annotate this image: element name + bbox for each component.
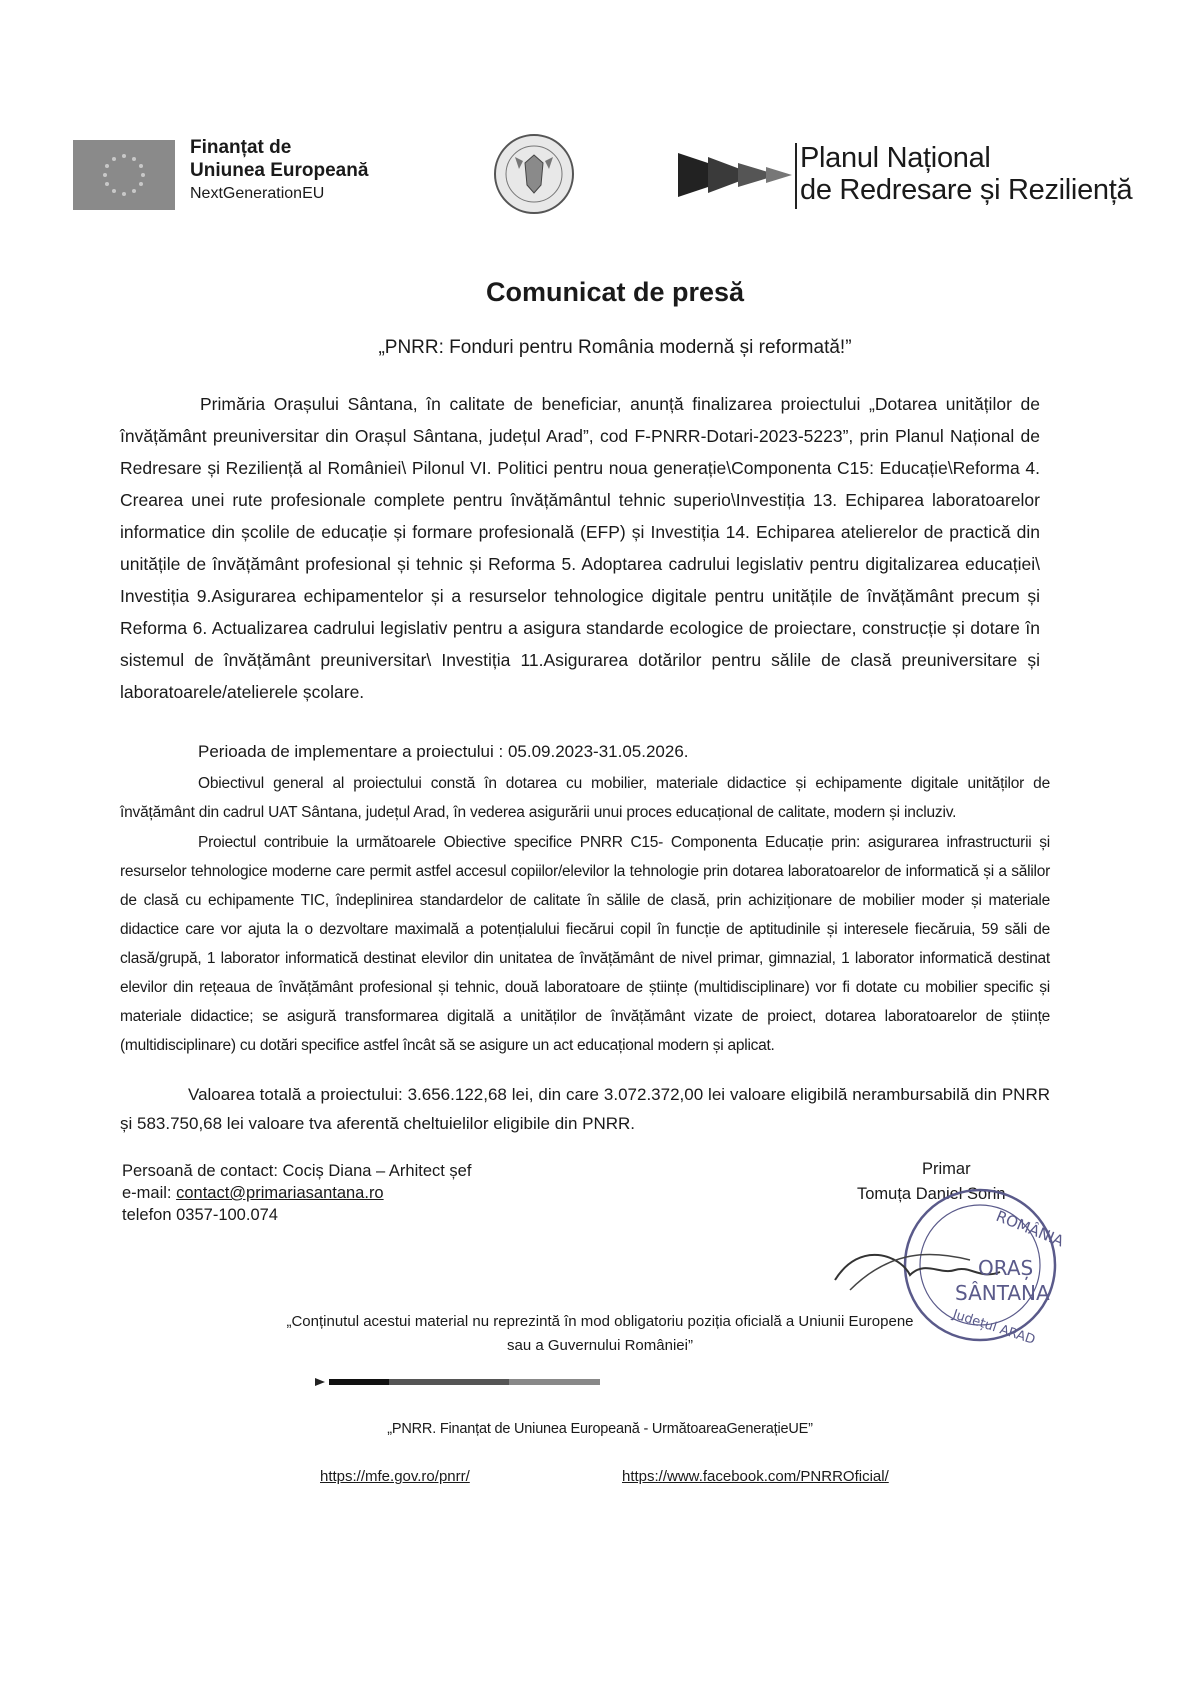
page-subtitle: „PNRR: Fonduri pentru România modernă și reformată!” (378, 337, 852, 358)
contact-block (122, 1160, 471, 1226)
stamp-town-name: SÂNTANA (955, 1281, 1050, 1305)
pnrr-title (800, 142, 1132, 206)
government-seal-logo (493, 133, 575, 215)
specific-objectives-paragraph: Proiectul contribuie la următoarele Obiective specifice PNRR C15- Componenta Educație prin: asigurarea infrastructurii și resurselor tehnologice moderne care permit astfel accesul copiilor/elevilor la tehnologie prin dotarea laboratoarelor de informatică și a sălilor de clasă cu echipamente TIC, îndeplinirea standardelor de calitate în sălile de clasă, prin achiziționare de mobilier moder și materiale didactice care vor ajuta la o dezvoltare maximală a potențialului fiecărui copil în funcție de aptitudinile și interesele fiecăruia, 59 săli de clasă/grupă, 1 laborator informatică destinat elevilor din unitatea de învățământ de nivel primar, gimnazial, 1 laborator informatică destinat elevilor din rețeaua de învățământ profesional și tehnic, două laboratoare de științe (multidisciplinare) vor fi dotate cu mobilier specific și materiale didactice; se asigură transformarea digitală a unităților de învățământ vizate de proiect, dotarea laboratoarelor de științe (multidisciplinare) cu dotări specifice astfel încât să se asigure un act educațional modern și aplicat. (120, 834, 1050, 1054)
mayor-name: Tomuța Daniel Sorin (857, 1185, 1006, 1203)
stamp-town-type: ORAȘ (978, 1256, 1034, 1280)
stamp-county: Județul ARAD (950, 1307, 1037, 1348)
implementation-period: Perioada de implementare a proiectului : 05.09.2023-31.05.2026. (198, 742, 689, 761)
disclaimer-line-2: sau a Guvernului României” (507, 1337, 693, 1354)
general-objective-paragraph: Obiectivul general al proiectului constă în dotarea cu mobilier, materiale didactice și echipamente digitale unităților de învățământ din cadrul UAT Sântana, județul Arad, în vederea asigurării unui proces educațional de calitate, modern și incluziv. (120, 775, 1050, 821)
eu-funding-label (190, 136, 368, 205)
stamp-country: ROMÂNIA (993, 1207, 1067, 1251)
eu-line-2: Uniunea Europeană (190, 160, 369, 181)
page-title: Comunicat de presă (485, 277, 745, 307)
facebook-pnrr-link[interactable]: https://www.facebook.com/PNRROficial/ (622, 1468, 889, 1485)
email-link[interactable]: contact@primariasantana.ro (176, 1184, 384, 1202)
intro-paragraph: Primăria Orașului Sântana, în calitate de beneficiar, anunță finalizarea proiectului „Dotarea unităților de învățământ preuniversitar din Orașul Sântana, județul Arad”, cod F-PNRR-Dotari-2023-5223”, prin Planul Național de Redresare și Reziliență al României\ Pilonul VI. Politici pentru noua generație\Componenta C15: Educație\Reforma 4. Crearea unei rute profesionale complete pentru învățământul tehnic superio\Investiția 13. Echiparea laboratoarelor informatice din școlile de educație și formare profesională (EFP) și Investiția 14. Echiparea atelierelor de practică din unitățile de învățământ profesional și tehnic și Reforma 5. Adoptarea cadrului legislativ pentru digitalizarea educației\ Investiția 9.Asigurarea echipamentelor și a resurselor tehnologice digitale pentru unitățile de învățământ precum și Reforma 6. Actualizarea cadrului legislativ pentru a asigura standarde ecologice de proiectare, construcție și dotare în sistemul de învățământ preuniversitar\ Investiția 11.Asigurarea dotărilor pentru sălile de clasă preuniversitare și laboratoarele/atelierele școlare. (120, 394, 1040, 702)
contact-phone: telefon 0357-100.074 (122, 1206, 278, 1224)
footer-pnrr-bar (315, 1375, 600, 1387)
contact-person: Persoană de contact: Cociș Diana – Arhitect șef (122, 1162, 472, 1180)
disclaimer-line-1: „Conținutul acestui material nu reprezintă în mod obligatoriu poziția oficială a Uniunii Europene (286, 1313, 914, 1330)
pnrr-line-2: de Redresare și Reziliență (800, 174, 1133, 206)
pnrr-arrow-logo (678, 145, 794, 205)
eu-stars-icon (73, 140, 175, 210)
eu-line-1: Finanțat de (190, 137, 292, 158)
eu-line-3: NextGenerationEU (190, 185, 325, 202)
project-value-paragraph: Valoarea totală a proiectului: 3.656.122,68 lei, din care 3.072.372,00 lei valoare eligibilă nerambursabilă din PNRR și 583.750,68 lei valoare tva aferentă cheltuielilor eligibile din PNRR. (120, 1085, 1050, 1133)
pnrr-divider (795, 143, 797, 209)
disclaimer (240, 1310, 960, 1358)
mayor-role: Primar (922, 1160, 971, 1178)
footer-motto: „PNRR. Finanțat de Uniunea Europeană - UrmătoareaGenerațieUE” (387, 1421, 813, 1437)
contact-email-line (122, 1182, 471, 1204)
pnrr-line-1: Planul Național (800, 142, 991, 174)
email-label: e-mail: (122, 1184, 177, 1202)
mfe-pnrr-link[interactable]: https://mfe.gov.ro/pnrr/ (320, 1468, 470, 1485)
eu-flag-logo (73, 140, 175, 210)
